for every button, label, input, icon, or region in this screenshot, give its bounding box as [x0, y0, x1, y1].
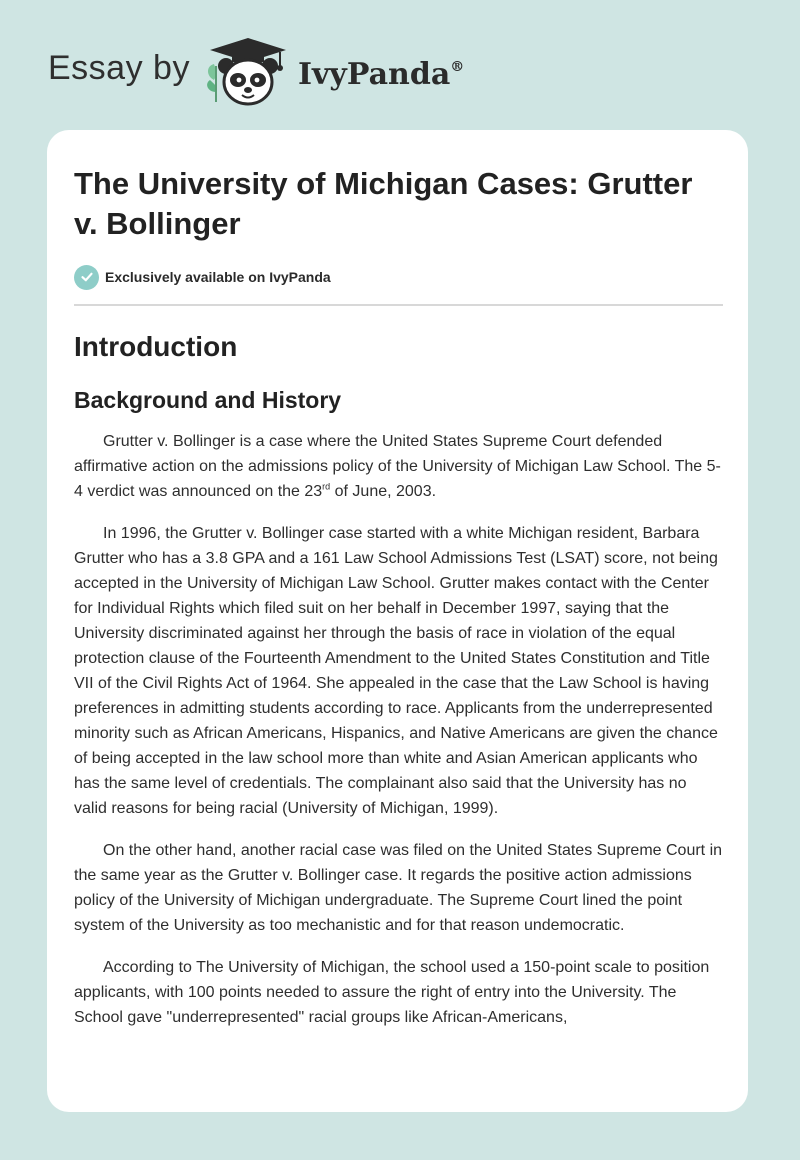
paragraph-3: On the other hand, another racial case was filed on the United States Supreme Court in the same year as the Grutter v. Bollinger case. It regards the positive action admissions policy of the University of Michigan undergraduate. The Supreme Court lined the point system of the University as too mechanistic and for that reason undemocratic.	[74, 842, 723, 934]
subsection-heading-background: Background and History	[74, 387, 342, 413]
site-header	[48, 36, 464, 108]
essay-by-label: Essay by	[48, 48, 190, 87]
paragraph-2: In 1996, the Grutter v. Bollinger case started with a white Michigan resident, Barbara Grutter who has a 3.8 GPA and a 161 Law School Admissions Test (LSAT) score, not being accepted in the University of Michigan Law School. Grutter makes contact with the Center for Individual Rights which filed suit on her behalf in December 1997, saying that the University discriminated against her through the basis of race in violation of the equal protection clause of the Fourteenth Amendment to the United States Constitution and Title VII of the Civil Rights Act of 1964. She appealed in the case that the Law School is having preferences in admitting students according to race. Applicants from the underrepresented minority such as African Americans, Hispanics, and Native Americans are given the chance of being accepted in the law school more than white and Asian American applicants who has the same level of credentials. The complainant also said that the University has no valid reasons for being racial (University of Michigan, 1999).	[74, 525, 718, 817]
paragraph-4: According to The University of Michigan, the school used a 150-point scale to position applicants, with 100 points needed to assure the right of entry into the University. The School gave "underrepresented" racial groups like African-Americans,	[74, 959, 710, 1026]
check-icon	[74, 265, 99, 290]
section-heading-introduction: Introduction	[74, 331, 238, 362]
brand-name[interactable]: IvyPanda®	[297, 56, 465, 92]
exclusive-badge-text: Exclusively available on IvyPanda	[105, 269, 331, 285]
essay-card	[47, 130, 748, 1112]
page-title: The University of Michigan Cases: Grutter v. Bollinger	[74, 166, 693, 241]
panda-graduate-icon[interactable]	[202, 36, 294, 108]
exclusive-badge	[74, 264, 723, 290]
divider	[74, 304, 723, 306]
paragraph-1: Grutter v. Bollinger is a case where the United States Supreme Court defended affirmative action on the admissions policy of the University of Michigan Law School. The 5-4 verdict was announced on the 23rd of June, 2003.	[74, 433, 721, 500]
essay-content	[74, 164, 723, 1030]
